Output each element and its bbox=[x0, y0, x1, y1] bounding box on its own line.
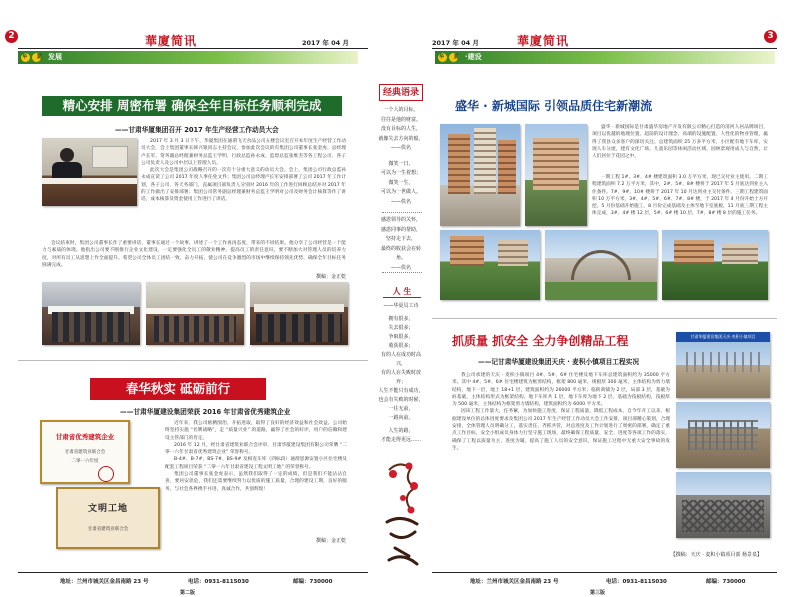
rebar-mesh bbox=[682, 500, 764, 532]
garden-photo bbox=[440, 230, 540, 300]
footer-phone: 电话：0931-8115030 bbox=[188, 579, 249, 585]
arch-sculpture bbox=[571, 250, 631, 280]
award-plaque bbox=[56, 487, 160, 549]
scaffolding bbox=[686, 352, 760, 372]
seal-stamp bbox=[98, 466, 114, 482]
poem-line: 有的人在成功时高兴， bbox=[380, 352, 421, 367]
article-subtitle: ——甘肃华厦集团召开 2017 年生产经营工作动员大会 bbox=[115, 126, 279, 134]
building-photo bbox=[440, 124, 520, 226]
left-page bbox=[0, 0, 373, 597]
footer-phone: 电话：0931-8115030 bbox=[606, 579, 667, 585]
certificate-issuer: 甘肃省建筑业联合会 bbox=[64, 450, 106, 455]
masthead: 華廈简讯 bbox=[145, 34, 198, 48]
certificate-title: 甘肃省优秀建筑企业 bbox=[55, 433, 115, 441]
conference-photo bbox=[42, 282, 140, 345]
table-cloth bbox=[254, 304, 344, 312]
quote-line: 一个人的目标， bbox=[383, 107, 419, 113]
quote-line: 往往是他的财富。 bbox=[380, 116, 421, 123]
section-label: ·建设 bbox=[465, 53, 482, 61]
footer-address: 地址：兰州市城关区金昌南路 23 号 bbox=[60, 579, 149, 585]
audience bbox=[154, 316, 236, 342]
quote-author: ——佚名 bbox=[390, 198, 411, 205]
article-body bbox=[141, 138, 346, 238]
plaque-issuer: 甘肃省建筑业联合会 bbox=[87, 527, 129, 532]
poem-line: 拥有很多， bbox=[388, 316, 414, 322]
site-photo bbox=[676, 402, 770, 468]
meeting-photo bbox=[42, 138, 137, 206]
tower bbox=[722, 244, 758, 264]
tower bbox=[450, 236, 484, 266]
paragraph: 我公司承建的天庆 · 麦积小镇项目 4#、5#、6# 住宅楼及地下车库总建筑面积约为 35000 平方米。其中 4#、5#、6# 住宅楼建筑为框剪结构，框架 800 毫米，规板厚 300 毫米，主体结构为剪力墙结构，地下一层，地上 18+1 层，建筑面积约为 26000 平方米；临街商铺为 2 层，局部 3 层，基础为桩基础，主体结构形式为框架结构。地下车库共 1 层，地下车库为地下 2 层，基础为筏板结构，筏板厚为 500 毫米，主体结构为框架剪力墙结构，建筑面积约为 6000 平方米。 bbox=[452, 373, 670, 408]
quotes-title: 经典语录 bbox=[379, 84, 423, 101]
article-body bbox=[592, 174, 768, 232]
header-rule bbox=[18, 48, 368, 49]
article-title: 盛华 · 新城国际 引领品质住宅新潮流 bbox=[455, 99, 653, 113]
quote-line: 可以为一世做人。 bbox=[380, 189, 421, 195]
tower bbox=[498, 140, 516, 194]
poem-line: 争取很多， bbox=[388, 334, 414, 340]
paragraph: 2017 年 3 月 3 日下午，华厦集团在通渭飞天食品公司五楼会议室召开本年度生产经营工作动员大会，会上集团董事长韩兴银同志主持会议，参加此次会议的有集团公司董事长张金虎、总经理卢长军、常务副总经理兼财务总监王学明、行政总监孙永成、监督总监张维杰等各工程公司、各子公司负责人及公司中层以上管理人员。 bbox=[141, 139, 346, 166]
paragraph: 2016 年 12 月，经甘肃省建筑业联合会评审，甘肃华厦建设集团有限公司荣膺 “二零一六年甘肃省优秀建筑企业” 荣誉称号。 bbox=[165, 442, 347, 456]
site-photo bbox=[676, 332, 770, 398]
tower bbox=[448, 134, 470, 194]
lawn bbox=[545, 282, 657, 300]
quotes-block bbox=[378, 216, 424, 273]
audience bbox=[256, 314, 342, 342]
plum-blossom-icon bbox=[381, 452, 423, 572]
quote-line: 微笑一日， bbox=[388, 160, 414, 167]
person-head bbox=[60, 148, 74, 162]
poem-line: 收获很多； bbox=[388, 343, 414, 349]
section-band bbox=[18, 51, 358, 64]
quote-line: 感恩同事的帮助， bbox=[380, 226, 421, 233]
tower bbox=[533, 138, 579, 190]
certificate-year: 二零一六年度 bbox=[71, 459, 99, 464]
tower bbox=[474, 128, 496, 194]
paragraph: 近年来，我公司励精图治，开拓进取，取得了良好的经济效益和社会效益。公司始终坚持实施 “名牌战略”，走 “质量兴业” 的道路，赢得了社会的好评，用户的信赖和建设主管部门的肯定。 bbox=[165, 421, 347, 441]
paragraph: 集团公司董事长张金虎表示，虽然我们取得了一定的成绩，但是我们不能沾沾自喜，要居安思危，我们还需要继续努力以优质的施工质量，合理的建设工期，良好的服务，与社会各界携手并进，真诚合作，共创辉煌！ bbox=[165, 472, 347, 492]
table-cloth bbox=[146, 308, 244, 314]
column-separator bbox=[382, 212, 422, 213]
footer-postcode: 邮编：730000 bbox=[706, 579, 746, 585]
paragraph: 会议结束时，集团公司董事长作了重要讲话，董事长通过一个故事，讲述了一个工作再再态度，带来的不同结果。他分享了公司经营是一个能力与素质的体现。他指出公司要不断推行企业文化建设，一定要强化全员工的敬业精神，提高员工的责任意识，要不断加大对管理人员的培养力度，对所有员工从思想上作全面提升。希望公司全体员工团结一致，奋力开拓，使公司在竞争激烈的市场中继续保持领先优势，确保全年目标任务圆满完成。 bbox=[42, 241, 346, 268]
paragraph: 因该工程工作量大，任务紧，为加快施工进度，保证工程质量，降低工程成本，自今年开工以来，根据建设单位的总体进度要求及集团公司 2017 年生产经营工作动员大会工作安排，项目部精心策划，合理安排，全体管理人员明确分工，落实责任，齐抓共管，对总进度及工作计划进行了周密的部署，确定了重点工作目标，安全小组成员身体力行坚守施工现场，最终确保工程质量、安全、进度等各项工作的落实，确保了工程以质量为主、进度为辅，提高了施工人员的安全意识，保证施工过程中无重大安全事故的发生。 bbox=[452, 409, 670, 451]
paragraph: 此次大会是集团公司战略召开的一次有十分重大意义的动员大会。会上，集团公司行政总监孙永成宣读了公司 2017 年度人事任免文件；集团公司总经理卢长军安排部署了公司 2017 年工作计划，各子公司、各天务部门，直属项目部负责人分别对 2016 年的工作进行回顾总结并对 2017 年的工作做出了安排部署；集团公司常务副总经理兼财务总监王学明对公司及财务会计核算等作了讲话，成本核算及资金使用工作进行了讲话。 bbox=[141, 168, 346, 203]
poem-author: ——华夏员工诗 bbox=[383, 303, 419, 309]
rebar-frame bbox=[688, 420, 758, 450]
paragraph: B-4#、B-7#、BS-7#、BS-9# 及相连车库（四标段）通渭恩源安置小区住宅楼及配套工程项目荣获 “二零一六年甘肃省建设工程文明工地” 的荣誉称号。 bbox=[165, 457, 347, 470]
article-title: 精心安排 周密布署 确保全年目标任务顺利完成 bbox=[42, 96, 342, 116]
poem-line: 人生的路， bbox=[388, 428, 414, 434]
quote-line: 没有目标的人生， bbox=[380, 126, 421, 132]
section-band bbox=[435, 51, 775, 64]
band-dots-text: 华 夏 bbox=[439, 54, 463, 60]
edition-label: 第二版 bbox=[180, 590, 196, 596]
section-divider bbox=[18, 360, 368, 361]
article-title: 抓质量 抓安全 全力争创精品工程 bbox=[452, 334, 629, 348]
audience bbox=[52, 312, 130, 342]
edition-label: 第三版 bbox=[590, 590, 606, 596]
footer-rule bbox=[432, 572, 777, 573]
site-sign: 甘肃华厦建设集团天庆·麦积小镇项目 bbox=[676, 332, 770, 342]
section-divider bbox=[432, 318, 777, 319]
article-body bbox=[452, 372, 670, 542]
article-body bbox=[165, 420, 347, 536]
quotes-block bbox=[378, 106, 424, 207]
quote-line: 坚持走下去， bbox=[385, 236, 416, 242]
footer-address: 地址：兰州市城关区金昌南路 23 号 bbox=[470, 579, 559, 585]
article-subtitle: ——记甘肃华厦建设集团天庆 · 麦积小镇项目工程实况 bbox=[478, 358, 640, 366]
poem-line: 失去很多； bbox=[388, 325, 414, 331]
poem-title: 人 生 bbox=[383, 286, 421, 298]
conference-photo bbox=[250, 282, 348, 345]
byline: 【撰稿：天庆 · 麦积小镇项目部 杨景泉】 bbox=[670, 552, 762, 558]
issue-date: 2017 年 04 月 bbox=[432, 39, 479, 47]
poem-line: 人生不能只有成功， bbox=[378, 388, 424, 394]
issue-date: 2017 年 04 月 bbox=[302, 39, 349, 47]
quote-line: 可以为一生着想； bbox=[380, 170, 421, 176]
award-certificate bbox=[40, 420, 130, 484]
header-rule bbox=[432, 48, 777, 49]
quote-line: 微笑一生， bbox=[388, 179, 414, 186]
building-photo bbox=[525, 124, 587, 226]
footer-rule bbox=[18, 572, 368, 573]
poem-line: 一往无前， bbox=[388, 406, 414, 412]
quote-author: ——佚名 bbox=[390, 145, 411, 151]
poem-line: 才能走得更远…… bbox=[380, 437, 421, 443]
article-subtitle: ——甘肃华厦建设集团荣获 2016 年甘肃省优秀建筑企业 bbox=[120, 408, 291, 416]
article-title: 春华秋实 砥砺前行 bbox=[90, 378, 266, 400]
column-separator bbox=[382, 272, 422, 273]
quote-line: 感恩领导的关怀， bbox=[380, 217, 421, 223]
page-number-badge: 3 bbox=[764, 30, 777, 43]
quote-line: 最终的收获会在转角。 bbox=[380, 245, 421, 261]
paragraph: 盛华 · 新城国际是甘肃盛华房地产开发有限公司精心打造的清河人居品牌项目，项目以优越的地理位置、超前的设计理念、高端的设施配置、人性化的物业管理，赢得了我县众多客户的深切关注。总建筑面积 25 万多平方米，小区配有地下车库，实现人车分流，建有文化广场、儿童乐园等休闲活动区域，园林景观用成人与自然，让人们居住于花园之中。 bbox=[592, 125, 768, 160]
plaza-photo bbox=[545, 230, 657, 300]
conference-photo bbox=[146, 282, 244, 345]
paragraph: 一期工程 1#、3#、4# 楼建筑面积 3.0 万平方米，现已交付业主使用。二期工程建筑面积 7.2 万平方米，其中，2#、5#、8# 楼将于 2017 年 5 月底达到业主入住条件。7#、9#、10# 楼将于 2017 年 10 月达到业主交付条件。三期工程建筑面积 10 万平方米，3#、4#、5#、6#、7#、8# 楼，于 2017 年 4 月份开始土方开挖。5 月份基础开始施工，8 月份完成基础及主体至地下室底板，11 月底三期工程主体完成，3#、4# 楼 12 层，5#、6# 楼 10 层，7#、8# 楼 8 层的施工任务。 bbox=[592, 175, 768, 217]
tower bbox=[498, 240, 528, 266]
poem-line: 一路向前。 bbox=[388, 415, 414, 421]
masthead: 華廈简讯 bbox=[517, 34, 570, 48]
article-body bbox=[42, 240, 346, 270]
table-cloth bbox=[42, 178, 137, 184]
poem-block bbox=[378, 302, 424, 445]
quote-author: ——佚名 bbox=[390, 264, 411, 271]
poem-line: 也会有失败的时候， bbox=[378, 397, 424, 403]
byline: 撰稿：金正乾 bbox=[315, 274, 346, 280]
plaque-title: 文明工地 bbox=[87, 504, 128, 514]
site-photo bbox=[676, 472, 770, 538]
footer-postcode: 邮编：730000 bbox=[293, 579, 333, 585]
band-dots-text: 华 夏 bbox=[22, 54, 46, 60]
calligraphy-decoration bbox=[381, 452, 423, 572]
poem-line: 有的人在失败时放弃； bbox=[380, 370, 421, 385]
byline: 撰稿：金正乾 bbox=[315, 538, 346, 544]
courtyard-photo bbox=[662, 230, 768, 300]
section-label: 发展 bbox=[48, 53, 62, 61]
page-number-badge: 2 bbox=[5, 30, 18, 43]
nameplate bbox=[92, 146, 128, 168]
quote-line: 就像失去方向的船。 bbox=[378, 135, 424, 142]
tower bbox=[674, 240, 714, 264]
